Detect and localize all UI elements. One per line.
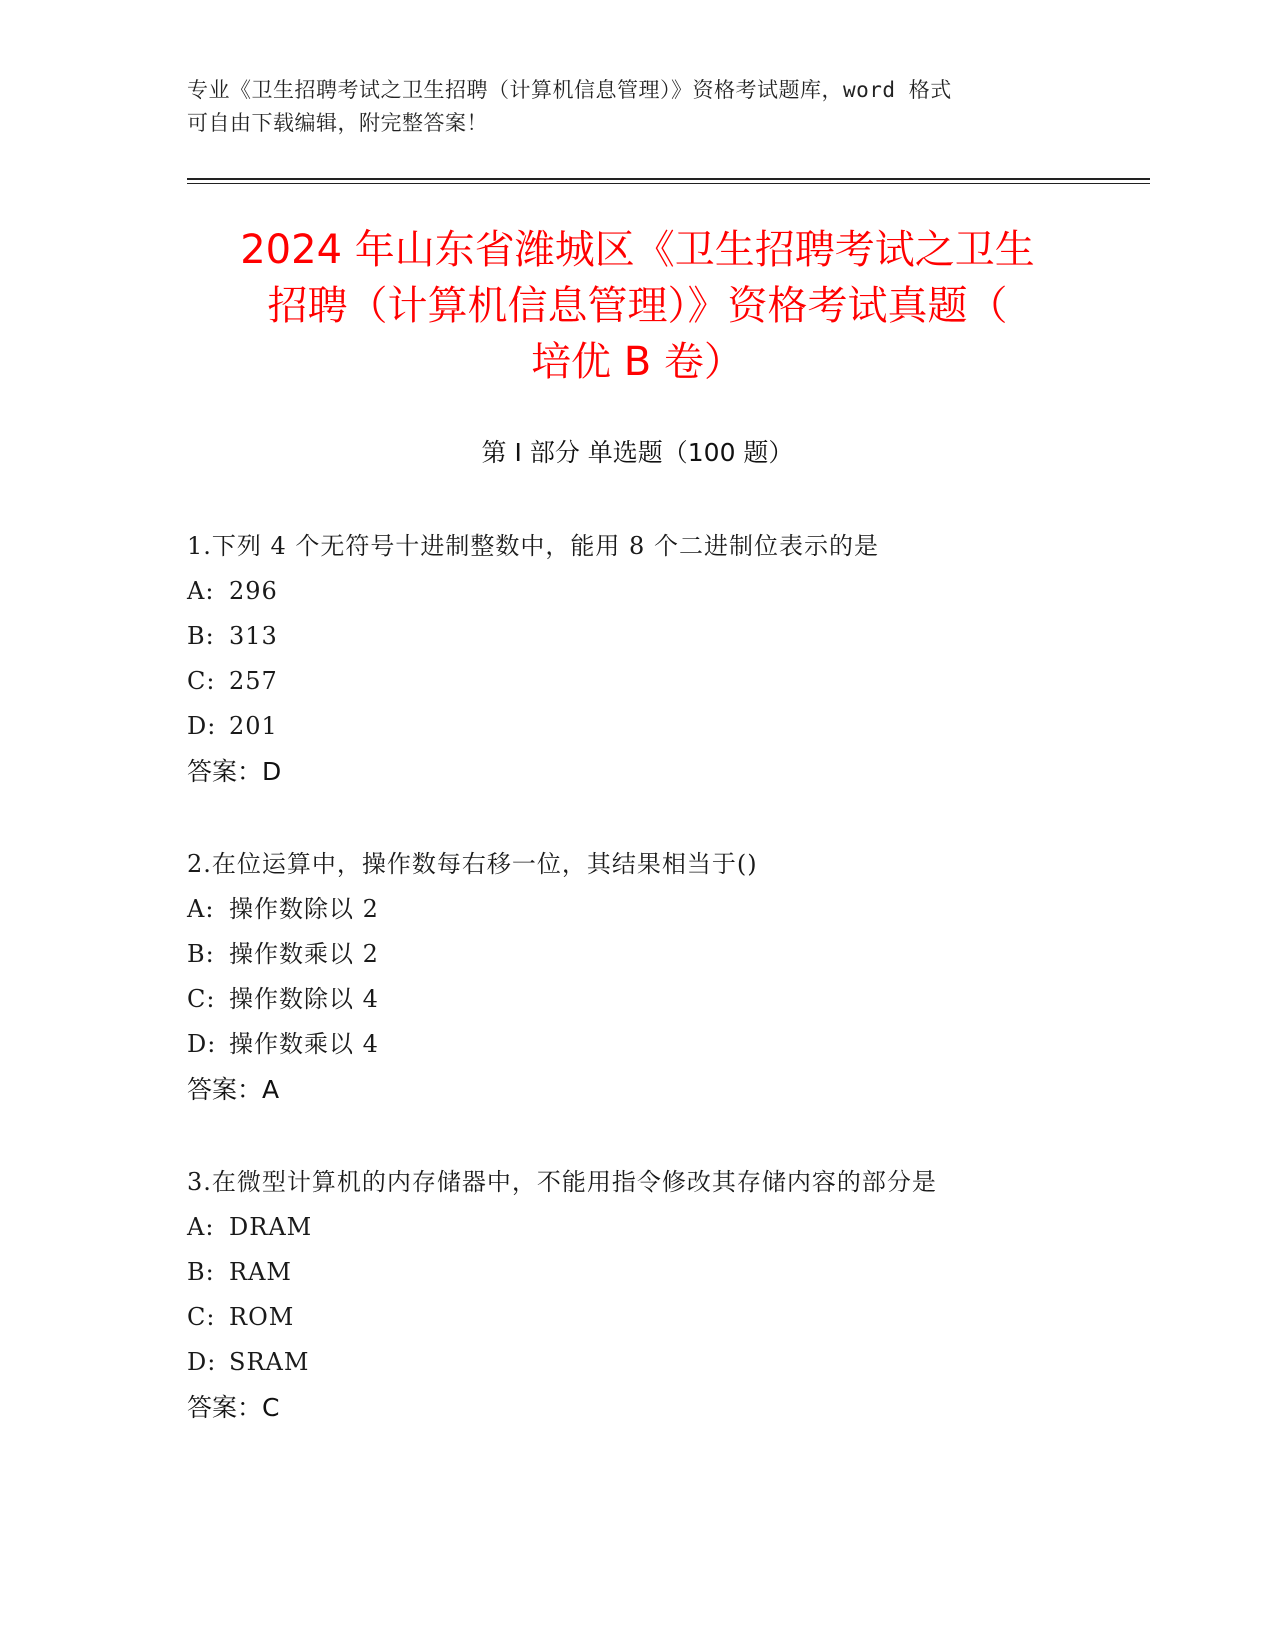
option-key: B: <box>187 940 215 968</box>
question-item <box>187 1160 1147 1430</box>
option-text: SRAM <box>229 1348 310 1376</box>
document-title <box>150 222 1125 390</box>
option-text: ROM <box>229 1303 295 1331</box>
header-divider-thick <box>187 178 1150 180</box>
header-note <box>187 74 1087 140</box>
option-key: C: <box>187 667 216 695</box>
option-key: D: <box>187 1348 217 1376</box>
option-a <box>187 569 1147 614</box>
section-heading: 第 I 部分 单选题（100 题） <box>481 438 794 467</box>
document-title-line-3: 培优 B 卷） <box>531 339 744 385</box>
option-key: D: <box>187 1030 217 1058</box>
option-text: 313 <box>229 622 278 650</box>
option-text: 257 <box>229 667 278 695</box>
option-key: A: <box>187 577 215 605</box>
option-text: 操作数乘以 4 <box>229 1030 379 1058</box>
option-b <box>187 1250 1147 1295</box>
option-d <box>187 704 1147 749</box>
document-title-line-2: 招聘（计算机信息管理）》资格考试真题（ <box>267 283 1008 329</box>
option-text: 操作数乘以 2 <box>229 940 379 968</box>
header-note-line-1: 专业《卫生招聘考试之卫生招聘（计算机信息管理）》资格考试题库，word 格式 <box>187 78 952 102</box>
answer-line: 答案：A <box>187 1075 280 1104</box>
option-c <box>187 659 1147 704</box>
document-title-line-1: 2024 年山东省潍城区《卫生招聘考试之卫生 <box>240 227 1035 273</box>
answer-line: 答案：D <box>187 757 282 786</box>
option-text: DRAM <box>229 1213 313 1241</box>
option-c <box>187 977 1147 1022</box>
option-a <box>187 1205 1147 1250</box>
option-key: A: <box>187 1213 215 1241</box>
option-b <box>187 932 1147 977</box>
option-text: 296 <box>229 577 278 605</box>
option-b <box>187 614 1147 659</box>
option-key: B: <box>187 1258 215 1286</box>
option-key: C: <box>187 985 216 1013</box>
answer-line: 答案：C <box>187 1393 280 1422</box>
question-item <box>187 842 1147 1112</box>
option-text: RAM <box>229 1258 292 1286</box>
option-text: 201 <box>229 712 278 740</box>
question-stem: 2.在位运算中，操作数每右移一位，其结果相当于() <box>187 850 758 878</box>
question-stem: 3.在微型计算机的内存储器中，不能用指令修改其存储内容的部分是 <box>187 1168 937 1196</box>
option-text: 操作数除以 4 <box>229 985 379 1013</box>
option-key: A: <box>187 895 215 923</box>
question-stem: 1.下列 4 个无符号十进制整数中，能用 8 个二进制位表示的是 <box>187 532 879 560</box>
header-divider-thin <box>187 183 1150 184</box>
option-text: 操作数除以 2 <box>229 895 379 923</box>
option-d <box>187 1022 1147 1067</box>
option-key: D: <box>187 712 217 740</box>
option-a <box>187 887 1147 932</box>
option-key: C: <box>187 1303 216 1331</box>
question-item <box>187 524 1147 794</box>
header-note-line-2: 可自由下载编辑，附完整答案！ <box>187 111 488 135</box>
option-key: B: <box>187 622 215 650</box>
option-c <box>187 1295 1147 1340</box>
option-d <box>187 1340 1147 1385</box>
